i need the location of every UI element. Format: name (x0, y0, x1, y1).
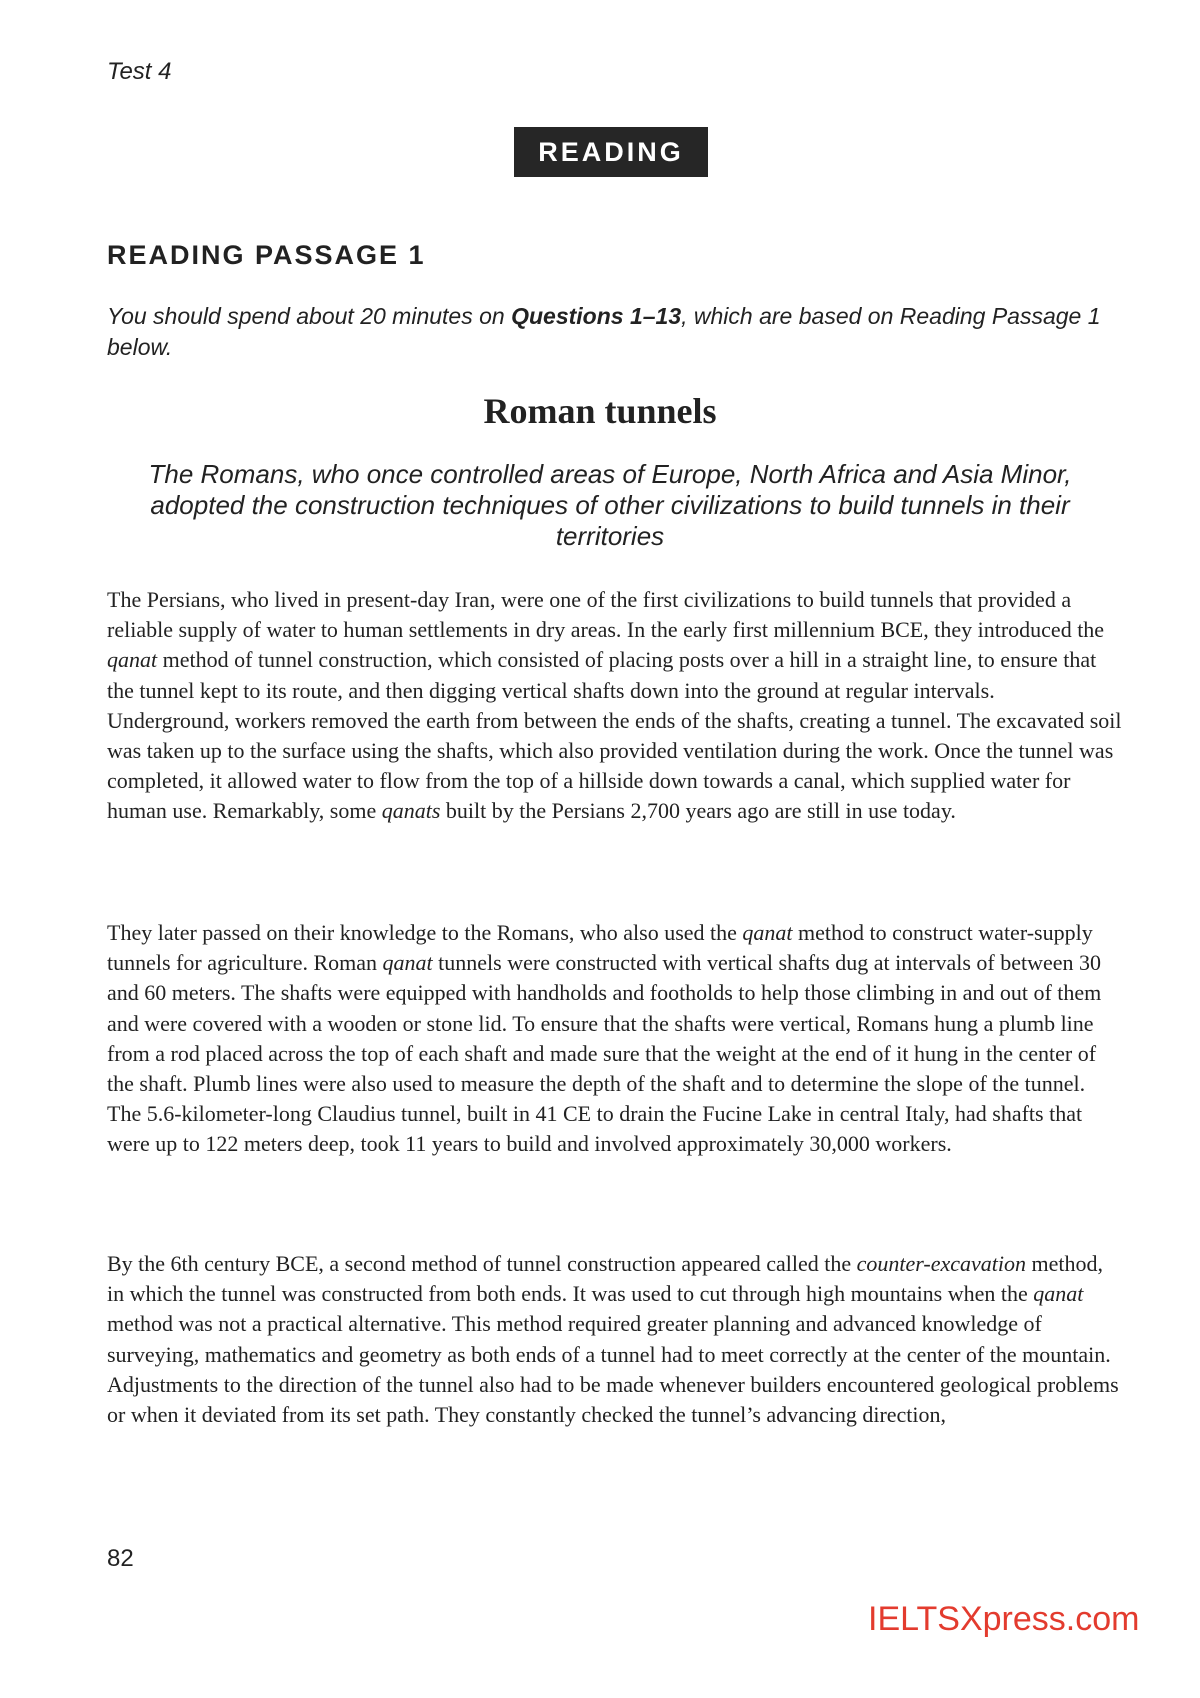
passage-title: Roman tunnels (483, 391, 717, 431)
paragraph-text: tunnels were constructed with vertical shafts dug at intervals of between 30 and 60 meters. The shafts were equipped with handholds and footholds to help those climbing in and out of them and were covered with a wooden or stone lid. To ensure that the shafts were vertical, Romans hung a plumb line from a rod placed across the top of each shaft and made sure that the weight at the end of it hung in the center of the shaft. Plumb lines were also used to measure the depth of the shaft and to determine the slope of the tunnel. The 5.6-kilometer-long Claudius tunnel, built in 41 CE to drain the Fucine Lake in central Italy, had shafts that were up to 122 meters deep, took 11 years to build and involved approximately 30,000 workers. (107, 950, 1102, 1157)
italic-term: qanat (1033, 1281, 1084, 1307)
paragraph-1 (107, 585, 1122, 827)
passage-heading: READING PASSAGE 1 (107, 240, 426, 270)
paragraph-text: method of tunnel construction, which consisted of placing posts over a hill in a straight line, to ensure that the tunnel kept to its route, and then digging vertical shafts down into the ground at regular intervals. Underground, workers removed the earth from between the ends of the shafts, creating a tunnel. The excavated soil was taken up to the surface using the shafts, which also provided ventilation during the work. Once the tunnel was completed, it allowed water to flow from the top of a hillside down towards a canal, which supplied water for human use. Remarkably, some (107, 647, 1122, 824)
paragraph-text: method, in which the tunnel was constructed from both ends. It was used to cut through high mountains when the (107, 1251, 1103, 1307)
italic-term: counter-excavation (856, 1251, 1026, 1276)
italic-term: qanats (381, 798, 441, 824)
instructions-questions: Questions 1–13 (511, 303, 682, 329)
italic-term: qanat (742, 920, 793, 945)
test-label: Test 4 (107, 58, 172, 85)
paragraph-text: built by the Persians 2,700 years ago are still in use today. (440, 798, 956, 824)
paragraph-text: By the 6th century BCE, a second method of tunnel construction appeared called the (107, 1251, 857, 1276)
instructions-text-post: , which are based on Reading Passage 1 below. (107, 303, 1101, 360)
italic-term: qanat (107, 647, 158, 673)
paragraph-3 (107, 1249, 1122, 1430)
instructions (107, 301, 1107, 363)
watermark-logo: IELTSXpress.com (868, 1600, 1140, 1638)
page-number: 82 (107, 1545, 134, 1572)
passage-subtitle: The Romans, who once controlled areas of Europe, North Africa and Asia Minor, adopted the construction techniques of other civilizations to build tunnels in their territories (148, 459, 1072, 551)
paragraph-text: The Persians, who lived in present-day Iran, were one of the first civilizations to build tunnels that provided a reliable supply of water to human settlements in dry areas. In the early first millennium BCE, they introduced the (107, 587, 1105, 643)
paragraph-text: method to construct water-supply tunnels for agriculture. Roman (107, 920, 1093, 976)
paragraph-text: They later passed on their knowledge to the Romans, who also used the (107, 920, 743, 945)
instructions-text-pre: You should spend about 20 minutes on (107, 303, 512, 329)
italic-term: qanat (382, 950, 433, 976)
paragraph-text: method was not a practical alternative. This method required greater planning and advanced knowledge of surveying, mathematics and geometry as both ends of a tunnel had to meet correctly at the center of the mountain. Adjustments to the direction of the tunnel also had to be made whenever builders encountered geological problems or when it deviated from its set path. They constantly checked the tunnel’s advancing direction, (107, 1311, 1119, 1428)
paragraph-2 (107, 918, 1122, 1160)
section-banner: READING (514, 127, 708, 177)
